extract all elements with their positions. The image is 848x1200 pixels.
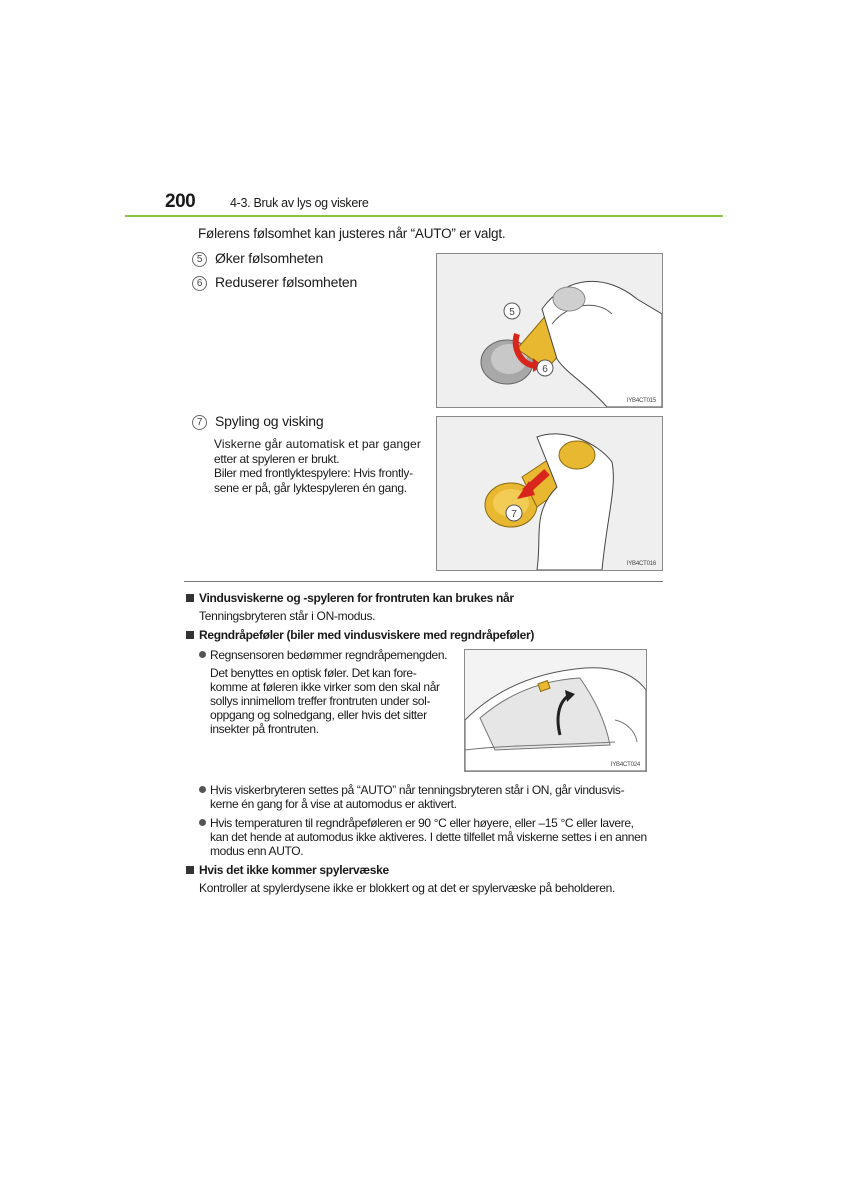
- desc-line: Biler med frontlyktespylere: Hvis frontly-: [214, 466, 413, 480]
- item7-description: [214, 437, 424, 495]
- desc-line: etter at spyleren er brukt.: [214, 451, 340, 466]
- section-text-wiper-use: Tenningsbryteren står i ON-modus.: [199, 609, 376, 623]
- header-rule: [125, 215, 723, 217]
- square-bullet-icon: [186, 866, 194, 874]
- item-label: Spyling og visking: [215, 413, 324, 429]
- desc-line: Viskerne går automatisk et par ganger: [214, 437, 421, 451]
- figure-code: IYB4CT016: [626, 561, 656, 567]
- windshield-illustration: [465, 650, 646, 771]
- square-bullet-icon: [186, 631, 194, 639]
- figure-code: IYB4CT024: [610, 762, 640, 768]
- section-heading-wiper-use: Vindusviskerne og -spyleren for frontruten kan brukes når: [186, 591, 514, 605]
- callout-number: 5: [192, 252, 207, 267]
- knob-push-illustration: [437, 417, 662, 570]
- bullet-rain-sensor: Regnsensoren bedømmer regndråpemengden.: [199, 648, 447, 662]
- callout-number: 6: [192, 276, 207, 291]
- item-increase-sensitivity: [192, 250, 323, 267]
- item-wash-wipe: [192, 413, 323, 430]
- figure-windshield-sensor: [464, 649, 647, 772]
- figure-code: IYB4CT015: [626, 398, 656, 404]
- square-bullet-icon: [186, 594, 194, 602]
- fig2-callout-7: 7: [511, 509, 517, 520]
- section-heading-no-washer-fluid: Hvis det ikke kommer spylervæske: [186, 863, 389, 877]
- round-bullet-icon: [199, 786, 206, 793]
- figure-sensitivity-knob: [436, 253, 663, 408]
- fig1-callout-5: 5: [509, 307, 515, 318]
- item-label: Reduserer følsomheten: [215, 274, 358, 290]
- knob-rotate-illustration: [437, 254, 662, 407]
- callout-number: 7: [192, 415, 207, 430]
- section-text-no-washer-fluid: Kontroller at spylerdysene ikke er blokkert og at det er spylervæske på beholderen.: [199, 881, 616, 895]
- divider: [184, 581, 663, 582]
- page-number: 200: [165, 191, 196, 212]
- desc-line: sene er på, går lyktespyleren én gang.: [214, 480, 407, 495]
- bullet-rain-sensor-detail: Det benyttes en optisk føler. Det kan fore- komme at føleren ikke virker som den skal når sollys innimellom treffer frontruten under sol- oppgang og solnedgang, eller hvis det sitter insekter på frontruten.: [210, 666, 440, 736]
- intro-text: Følerens følsomhet kan justeres når “AUTO” er valgt.: [198, 226, 506, 241]
- item-label: Øker følsomheten: [215, 250, 324, 266]
- bullet-temperature: Hvis temperaturen til regndråpeføleren er 90 °C eller høyere, eller –15 °C eller lavere, kan det hende at automodus ikke aktiveres. I dette tilfellet må viskerne settes i en annen modus enn AUTO.: [199, 816, 669, 858]
- item-decrease-sensitivity: [192, 274, 357, 291]
- section-title: 4-3. Bruk av lys og viskere: [230, 196, 369, 210]
- round-bullet-icon: [199, 819, 206, 826]
- figure-wash-knob: [436, 416, 663, 571]
- fig1-callout-6: 6: [542, 364, 548, 375]
- round-bullet-icon: [199, 651, 206, 658]
- bullet-auto-mode: Hvis viskerbryteren settes på “AUTO” når tenningsbryteren står i ON, går vindusvis- kerne én gang for å vise at automodus er aktivert.: [199, 783, 669, 811]
- section-heading-rain-sensor: Regndråpeføler (biler med vindusviskere med regndråpeføler): [186, 628, 534, 642]
